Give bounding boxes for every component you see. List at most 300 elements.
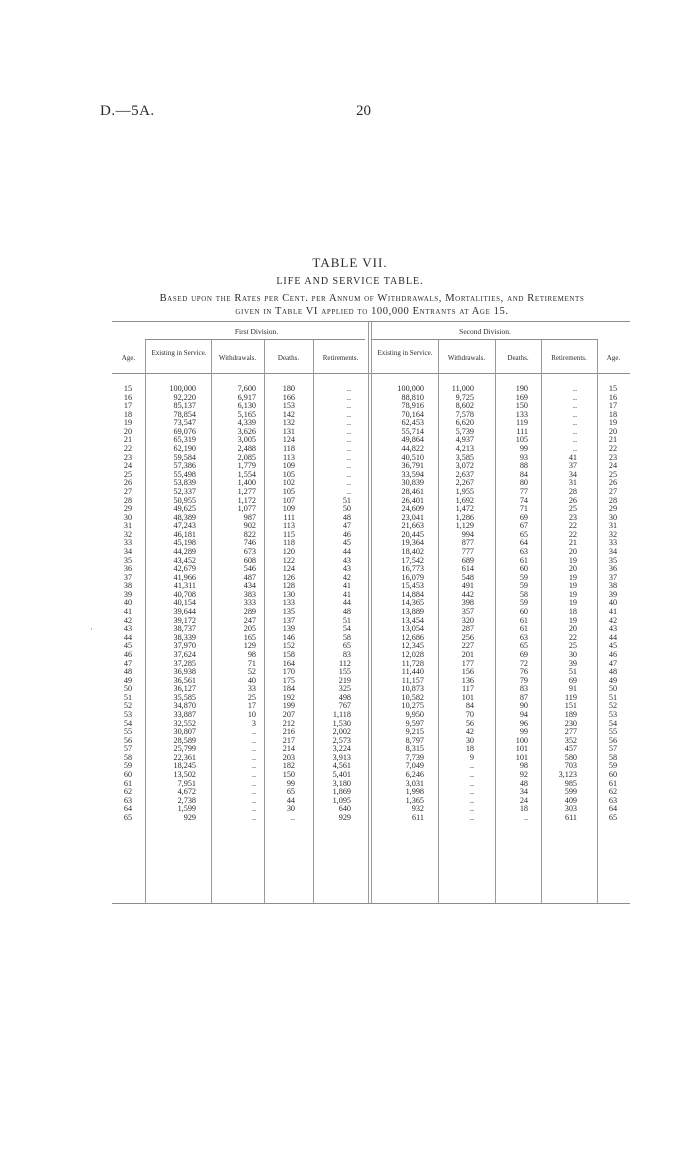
cell-deaths-2: 67 <box>519 521 528 531</box>
cell-deaths-1: 107 <box>282 495 295 505</box>
cell-age: 27 <box>123 486 133 496</box>
cell-existing-1: 39,644 <box>173 607 196 617</box>
cell-deaths-2: 190 <box>515 384 528 393</box>
cell-retirements-2: 19 <box>568 598 577 608</box>
cell-existing-1: 49,625 <box>173 504 196 514</box>
cell-withdrawals-2: .. <box>469 812 474 822</box>
cell-withdrawals-2: 11,000 <box>451 384 474 393</box>
cell-deaths-1: 132 <box>282 418 295 428</box>
cell-existing-2: 14,884 <box>401 589 424 599</box>
cell-existing-1: 22,361 <box>173 752 196 762</box>
cell-deaths-1: 207 <box>282 709 295 719</box>
cell-deaths-2: 63 <box>519 546 528 556</box>
cell-retirements-2: 303 <box>564 804 577 814</box>
cell-deaths-1: 142 <box>282 409 295 419</box>
cell-retirements-1: 219 <box>338 675 351 685</box>
cell-existing-1: 57,386 <box>173 461 196 471</box>
cell-withdrawals-1: 165 <box>243 632 256 642</box>
cell-withdrawals-2: 9 <box>469 752 474 762</box>
cell-retirements-2: .. <box>572 392 577 402</box>
cell-age: 50 <box>608 684 618 694</box>
cell-existing-2: 18,402 <box>401 546 424 556</box>
cell-age: 20 <box>608 426 618 436</box>
cell-existing-1: 32,552 <box>173 718 196 728</box>
table-bottom-rule <box>112 903 630 904</box>
cell-age: 57 <box>123 744 133 754</box>
cell-existing-2: 44,822 <box>401 444 424 454</box>
cell-age: 58 <box>608 752 618 762</box>
cell-deaths-2: 90 <box>519 701 528 711</box>
cell-retirements-1: 640 <box>338 804 351 814</box>
cell-retirements-1: 46 <box>342 529 351 539</box>
cell-age: 40 <box>123 598 133 608</box>
cell-existing-2: 1,365 <box>405 795 424 805</box>
cell-deaths-1: 158 <box>282 649 295 659</box>
cell-deaths-1: 166 <box>282 392 295 402</box>
cell-retirements-1: .. <box>346 426 351 436</box>
cell-deaths-1: 30 <box>286 804 295 814</box>
cell-withdrawals-2: 994 <box>461 529 474 539</box>
cell-age: 26 <box>608 478 618 488</box>
cell-age: 24 <box>123 461 133 471</box>
cell-withdrawals-2: 256 <box>461 632 474 642</box>
cell-retirements-2: .. <box>572 384 577 393</box>
cell-deaths-2: 59 <box>519 581 528 591</box>
cell-deaths-1: 131 <box>282 426 295 436</box>
cell-age: 24 <box>608 461 618 471</box>
cell-withdrawals-2: 777 <box>461 546 474 556</box>
cell-withdrawals-1: 746 <box>243 538 256 548</box>
cell-retirements-2: 21 <box>568 538 577 548</box>
cell-withdrawals-1: 25 <box>247 692 256 702</box>
cell-existing-2: 26,401 <box>401 495 424 505</box>
cell-deaths-1: 44 <box>286 795 295 805</box>
cell-existing-2: 19,364 <box>401 538 424 548</box>
cell-age: 64 <box>608 804 618 814</box>
cell-withdrawals-2: 442 <box>461 589 474 599</box>
cell-existing-2: 17,542 <box>401 555 424 565</box>
cell-existing-1: 37,970 <box>173 641 196 651</box>
cell-existing-1: 85,137 <box>173 401 196 411</box>
cell-age: 30 <box>608 512 618 522</box>
cell-retirements-2: 277 <box>564 727 577 737</box>
cell-deaths-2: 59 <box>519 598 528 608</box>
cell-deaths-2: 60 <box>519 607 528 617</box>
cell-retirements-2: 39 <box>568 658 577 668</box>
cell-withdrawals-1: 2,085 <box>237 452 256 462</box>
cell-withdrawals-1: .. <box>251 795 256 805</box>
cell-age: 16 <box>123 392 133 402</box>
cell-retirements-2: 3,123 <box>558 770 577 780</box>
cell-age: 23 <box>123 452 133 462</box>
cell-age: 55 <box>608 727 618 737</box>
cell-withdrawals-1: .. <box>251 735 256 745</box>
cell-retirements-1: 155 <box>338 667 351 677</box>
second-division-rule <box>372 339 598 340</box>
cell-retirements-1: 54 <box>342 624 351 634</box>
cell-age: 29 <box>123 504 133 514</box>
cell-age: 42 <box>608 615 618 625</box>
cell-existing-1: 36,938 <box>173 667 196 677</box>
cell-deaths-1: 115 <box>283 529 295 539</box>
cell-retirements-2: .. <box>572 418 577 428</box>
cell-withdrawals-2: 227 <box>461 641 474 651</box>
cell-age: 23 <box>608 452 618 462</box>
cell-withdrawals-2: .. <box>469 787 474 797</box>
cell-withdrawals-1: 2,488 <box>237 444 256 454</box>
cell-deaths-2: 24 <box>519 795 528 805</box>
cell-age: 32 <box>123 529 133 539</box>
cell-retirements-1: .. <box>346 486 351 496</box>
col-withdrawals-1: Withdrawals. <box>218 354 257 362</box>
cell-deaths-1: 99 <box>286 778 295 788</box>
cell-deaths-1: 180 <box>282 384 295 393</box>
col-retirements-1: Retirements. <box>322 354 359 362</box>
cell-retirements-1: 1,095 <box>332 795 351 805</box>
cell-withdrawals-2: 4,937 <box>455 435 474 445</box>
cell-age: 34 <box>123 546 133 556</box>
cell-age: 40 <box>608 598 618 608</box>
cell-age: 56 <box>608 735 618 745</box>
cell-retirements-1: 3,180 <box>332 778 351 788</box>
cell-withdrawals-2: 2,267 <box>455 478 474 488</box>
cell-withdrawals-1: .. <box>251 744 256 754</box>
cell-retirements-1: 2,002 <box>332 727 351 737</box>
cell-retirements-2: 19 <box>568 581 577 591</box>
cell-deaths-1: 164 <box>282 658 295 668</box>
cell-age: 49 <box>123 675 133 685</box>
cell-withdrawals-1: 673 <box>243 546 256 556</box>
cell-withdrawals-1: 434 <box>243 581 256 591</box>
cell-withdrawals-2: 548 <box>461 572 474 582</box>
cell-withdrawals-1: .. <box>251 752 256 762</box>
cell-retirements-1: 1,118 <box>332 709 351 719</box>
cell-deaths-1: 203 <box>282 752 295 762</box>
cell-retirements-1: 325 <box>338 684 351 694</box>
cell-age: 58 <box>123 752 133 762</box>
cell-age: 44 <box>608 632 618 642</box>
cell-withdrawals-1: 608 <box>243 555 256 565</box>
cell-withdrawals-2: .. <box>469 761 474 771</box>
cell-existing-2: 611 <box>412 812 424 822</box>
cell-deaths-2: 119 <box>516 418 528 428</box>
cell-retirements-1: 5,401 <box>332 770 351 780</box>
cell-age: 61 <box>608 778 618 788</box>
cell-deaths-1: 109 <box>282 504 295 514</box>
cell-deaths-2: 61 <box>519 624 528 634</box>
cell-withdrawals-1: 1,779 <box>237 461 256 471</box>
cell-withdrawals-2: 1,955 <box>455 486 474 496</box>
cell-age: 62 <box>123 787 133 797</box>
cell-existing-2: 70,164 <box>401 409 424 419</box>
cell-withdrawals-1: 383 <box>243 589 256 599</box>
cell-retirements-1: 58 <box>342 632 351 642</box>
cell-deaths-1: 133 <box>282 598 295 608</box>
cell-age: 64 <box>123 804 133 814</box>
cell-age: 29 <box>608 504 618 514</box>
cell-deaths-2: 84 <box>519 469 528 479</box>
cell-retirements-2: 20 <box>568 546 577 556</box>
cell-withdrawals-2: 1,472 <box>455 504 474 514</box>
cell-age: 19 <box>608 418 618 428</box>
cell-age: 48 <box>123 667 133 677</box>
cell-existing-2: 24,609 <box>401 504 424 514</box>
cell-age: 46 <box>123 649 133 659</box>
cell-retirements-1: 2,573 <box>332 735 351 745</box>
cell-withdrawals-2: 18 <box>465 744 474 754</box>
cell-withdrawals-1: 546 <box>243 564 256 574</box>
cell-deaths-2: 100 <box>515 735 528 745</box>
cell-age: 26 <box>123 478 133 488</box>
cell-age: 55 <box>123 727 133 737</box>
cell-existing-2: 88,810 <box>401 392 424 402</box>
cell-existing-1: 46,181 <box>173 529 196 539</box>
cell-age: 36 <box>608 564 618 574</box>
cell-existing-1: 30,807 <box>173 727 196 737</box>
cell-existing-1: 34,870 <box>173 701 196 711</box>
cell-deaths-1: 118 <box>283 538 295 548</box>
cell-deaths-1: 199 <box>282 701 295 711</box>
cell-deaths-2: 99 <box>519 444 528 454</box>
cell-retirements-2: 580 <box>564 752 577 762</box>
cell-retirements-2: 25 <box>568 504 577 514</box>
cell-deaths-1: 216 <box>282 727 295 737</box>
cell-age: 45 <box>608 641 618 651</box>
cell-retirements-1: 45 <box>342 538 351 548</box>
cell-existing-2: 16,079 <box>401 572 424 582</box>
cell-deaths-1: 135 <box>282 607 295 617</box>
cell-retirements-2: 19 <box>568 555 577 565</box>
cell-deaths-1: 65 <box>286 787 295 797</box>
cell-existing-2: 15,453 <box>401 581 424 591</box>
cell-withdrawals-1: .. <box>251 761 256 771</box>
cell-withdrawals-2: 6,620 <box>455 418 474 428</box>
cell-age: 63 <box>608 795 618 805</box>
cell-retirements-2: 599 <box>564 787 577 797</box>
cell-age: 28 <box>123 495 133 505</box>
cell-retirements-2: .. <box>572 426 577 436</box>
cell-existing-2: 13,889 <box>401 607 424 617</box>
cell-withdrawals-2: 101 <box>461 692 474 702</box>
cell-existing-2: 9,950 <box>405 709 424 719</box>
cell-retirements-1: 929 <box>338 812 351 822</box>
cell-withdrawals-1: .. <box>251 787 256 797</box>
cell-deaths-2: 74 <box>519 495 528 505</box>
cell-retirements-1: 43 <box>342 555 351 565</box>
cell-existing-1: 7,951 <box>177 778 196 788</box>
cell-deaths-1: 192 <box>282 692 295 702</box>
cell-age: 49 <box>608 675 618 685</box>
cell-withdrawals-1: .. <box>251 778 256 788</box>
cell-retirements-1: .. <box>346 392 351 402</box>
cell-deaths-2: 98 <box>519 761 528 771</box>
cell-withdrawals-1: 247 <box>243 615 256 625</box>
cell-existing-1: 52,337 <box>173 486 196 496</box>
cell-retirements-2: .. <box>572 401 577 411</box>
cell-withdrawals-1: 3 <box>251 718 256 728</box>
cell-retirements-1: 65 <box>342 641 351 651</box>
cell-age: 43 <box>608 624 618 634</box>
col-withdrawals-2: Withdrawals. <box>447 354 486 362</box>
cell-existing-2: 78,916 <box>401 401 424 411</box>
cell-age: 51 <box>608 692 618 702</box>
cell-retirements-1: 47 <box>342 521 351 531</box>
cell-withdrawals-2: .. <box>469 804 474 814</box>
cell-withdrawals-2: 398 <box>461 598 474 608</box>
cell-retirements-1: 50 <box>342 504 351 514</box>
cell-age: 51 <box>123 692 133 702</box>
cell-age: 46 <box>608 649 618 659</box>
cell-existing-2: 21,663 <box>401 521 424 531</box>
cell-deaths-2: 69 <box>519 512 528 522</box>
cell-existing-2: 16,773 <box>401 564 424 574</box>
cell-age: 54 <box>123 718 133 728</box>
cell-retirements-1: .. <box>346 469 351 479</box>
cell-age: 15 <box>123 384 133 393</box>
cell-retirements-1: .. <box>346 384 351 393</box>
cell-withdrawals-2: 3,585 <box>455 452 474 462</box>
cell-age: 47 <box>608 658 618 668</box>
cell-existing-2: 12,028 <box>401 649 424 659</box>
cell-existing-1: 48,389 <box>173 512 196 522</box>
cell-deaths-2: 65 <box>519 641 528 651</box>
col-deaths-1: Deaths. <box>277 354 300 362</box>
cell-retirements-2: 34 <box>568 469 577 479</box>
cell-deaths-2: 64 <box>519 538 528 548</box>
cell-deaths-2: 61 <box>519 555 528 565</box>
cell-withdrawals-1: 3,005 <box>237 435 256 445</box>
cell-retirements-1: 3,224 <box>332 744 351 754</box>
cell-existing-1: 73,547 <box>173 418 196 428</box>
cell-withdrawals-1: 822 <box>243 529 256 539</box>
cell-existing-1: 39,172 <box>173 615 196 625</box>
cell-existing-1: 41,311 <box>173 581 196 591</box>
cell-deaths-2: 169 <box>515 392 528 402</box>
cell-retirements-1: 44 <box>342 546 351 556</box>
cell-existing-2: 30,839 <box>401 478 424 488</box>
cell-age: 25 <box>608 469 618 479</box>
cell-withdrawals-1: .. <box>251 770 256 780</box>
cell-withdrawals-2: 1,692 <box>455 495 474 505</box>
cell-retirements-2: 51 <box>568 667 577 677</box>
cell-withdrawals-1: 40 <box>247 675 256 685</box>
cell-withdrawals-1: .. <box>251 812 256 822</box>
cell-age: 38 <box>608 581 618 591</box>
cell-deaths-2: 63 <box>519 632 528 642</box>
cell-withdrawals-2: 4,213 <box>455 444 474 454</box>
cell-retirements-2: 409 <box>564 795 577 805</box>
cell-age: 19 <box>123 418 133 428</box>
cell-age: 59 <box>123 761 133 771</box>
cell-retirements-1: 41 <box>342 581 351 591</box>
cell-withdrawals-2: 1,286 <box>455 512 474 522</box>
first-division-rule <box>145 339 365 340</box>
cell-existing-1: 62,190 <box>173 444 196 454</box>
cell-existing-1: 37,285 <box>173 658 196 668</box>
cell-retirements-2: 22 <box>568 521 577 531</box>
cell-deaths-2: 101 <box>515 752 528 762</box>
cell-deaths-2: 18 <box>519 804 528 814</box>
cell-existing-1: 40,708 <box>173 589 196 599</box>
cell-deaths-1: 113 <box>283 521 295 531</box>
caption-line-1: Based upon the Rates per Cent. per Annum of Withdrawals, Mortalities, and Retirements <box>159 293 585 304</box>
cell-withdrawals-2: .. <box>469 778 474 788</box>
cell-age: 59 <box>608 761 618 771</box>
cell-existing-1: 43,452 <box>173 555 196 565</box>
cell-retirements-2: 20 <box>568 624 577 634</box>
cell-retirements-2: 28 <box>568 486 577 496</box>
cell-deaths-2: 72 <box>519 658 528 668</box>
cell-retirements-1: .. <box>346 444 351 454</box>
cell-withdrawals-1: 3,626 <box>237 426 256 436</box>
cell-deaths-1: 113 <box>283 452 295 462</box>
cell-existing-2: 33,594 <box>401 469 424 479</box>
cell-retirements-2: 611 <box>565 812 577 822</box>
cell-withdrawals-1: 52 <box>247 667 256 677</box>
cell-retirements-2: 18 <box>568 607 577 617</box>
cell-withdrawals-1: 71 <box>247 658 256 668</box>
page-number: 20 <box>356 103 371 119</box>
caption-line-2: given in Table VI applied to 100,000 Entrants at Age 15. <box>235 306 509 317</box>
cell-age: 45 <box>123 641 133 651</box>
table-title: TABLE VII. <box>312 255 388 270</box>
cell-retirements-2: 20 <box>568 564 577 574</box>
cell-existing-1: 45,198 <box>173 538 196 548</box>
cell-retirements-1: 1,530 <box>332 718 351 728</box>
cell-age: 39 <box>608 589 618 599</box>
cell-age: 21 <box>123 435 133 445</box>
cell-retirements-2: 19 <box>568 572 577 582</box>
table-caption <box>112 292 632 318</box>
cell-deaths-1: 137 <box>282 615 295 625</box>
cell-existing-2: 10,873 <box>401 684 424 694</box>
col-age-1: Age. <box>121 354 136 362</box>
cell-retirements-2: 19 <box>568 615 577 625</box>
cell-deaths-2: 87 <box>519 692 528 702</box>
cell-existing-2: 8,315 <box>405 744 424 754</box>
cell-existing-2: 28,461 <box>401 486 424 496</box>
cell-deaths-1: 105 <box>282 486 295 496</box>
cell-age: 25 <box>123 469 133 479</box>
cell-existing-1: 25,799 <box>173 744 196 754</box>
cell-age: 28 <box>608 495 618 505</box>
cell-deaths-1: 124 <box>282 435 295 445</box>
cell-age: 43 <box>123 624 133 634</box>
cell-age: 36 <box>123 564 133 574</box>
cell-retirements-2: 91 <box>568 684 577 694</box>
cell-deaths-1: 139 <box>282 624 295 634</box>
cell-existing-2: 11,728 <box>401 658 424 668</box>
cell-age: 60 <box>123 770 133 780</box>
cell-withdrawals-2: .. <box>469 770 474 780</box>
cell-retirements-2: 22 <box>568 632 577 642</box>
cell-age: 17 <box>608 401 618 411</box>
cell-deaths-2: 77 <box>519 486 528 496</box>
cell-retirements-2: .. <box>572 435 577 445</box>
cell-existing-1: 40,154 <box>173 598 196 608</box>
cell-existing-2: 49,864 <box>401 435 424 445</box>
col-existing-2: Existing in Service. <box>377 349 433 357</box>
cell-retirements-2: 69 <box>568 675 577 685</box>
cell-existing-1: 59,584 <box>173 452 196 462</box>
cell-withdrawals-1: 1,172 <box>237 495 256 505</box>
cell-withdrawals-2: 287 <box>461 624 474 634</box>
cell-existing-2: 8,797 <box>405 735 424 745</box>
cell-existing-2: 1,998 <box>405 787 424 797</box>
cell-age: 48 <box>608 667 618 677</box>
cell-retirements-1: 44 <box>342 598 351 608</box>
cell-age: 54 <box>608 718 618 728</box>
